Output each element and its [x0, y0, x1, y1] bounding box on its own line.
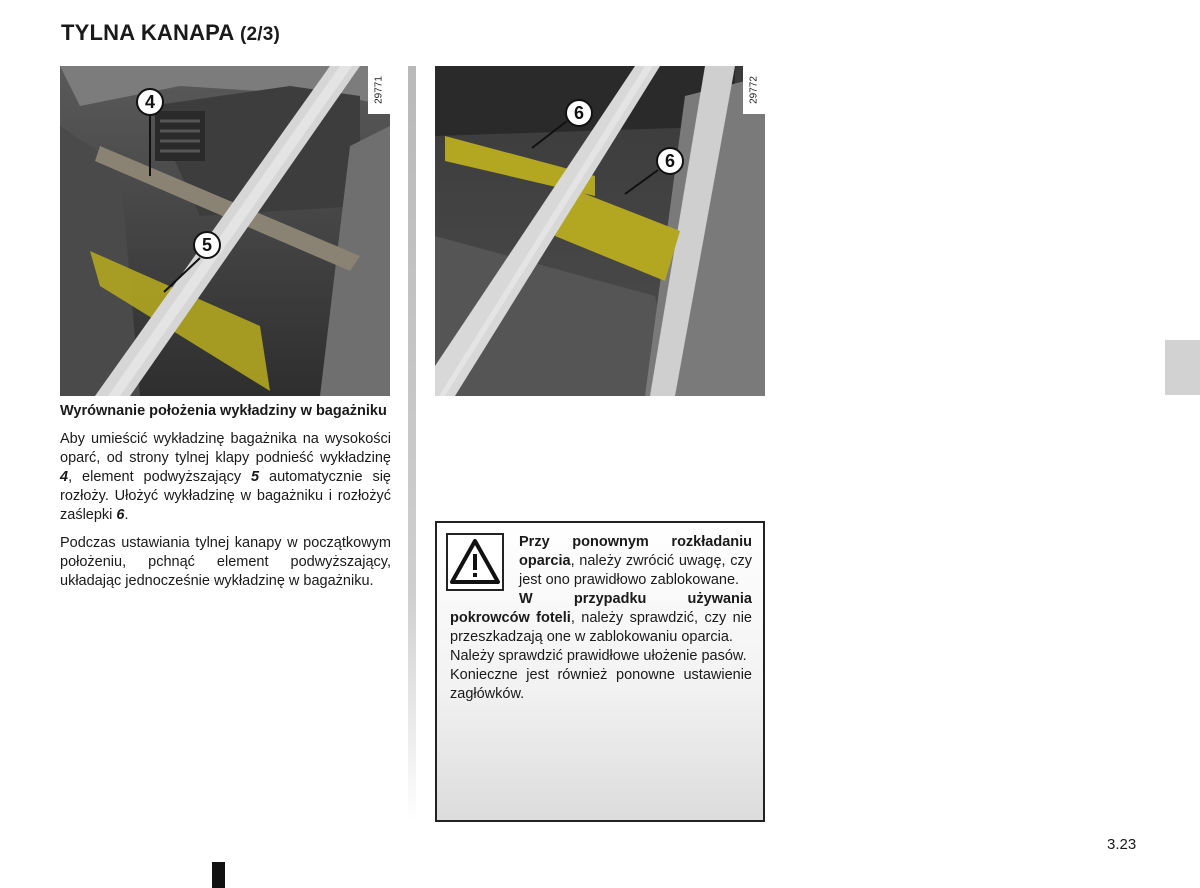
bottom-mark — [212, 862, 225, 888]
ref-5: 5 — [251, 469, 260, 485]
column-divider — [408, 66, 416, 822]
callout-5: 5 — [193, 231, 221, 259]
callout-leaders — [60, 66, 390, 396]
callout-leaders — [435, 66, 765, 396]
warning-paragraph-3: Należy sprawdzić prawidłowe ułożenie pasów. — [450, 648, 747, 664]
warning-text — [450, 533, 752, 704]
callout-6-upper: 6 — [565, 99, 593, 127]
warning-box — [435, 521, 765, 822]
warning-paragraph-2: W przypadku używania pokrowców foteli, należy sprawdzić, czy nie przeszkadzają one w zablokowaniu oparcia. — [450, 591, 752, 645]
callout-6-lower: 6 — [656, 147, 684, 175]
photo-trunk-plugs — [435, 66, 765, 396]
ref-4: 4 — [60, 469, 69, 485]
page-title — [61, 20, 280, 46]
figure-code: 29771 — [368, 66, 390, 114]
chapter-tab — [1165, 340, 1200, 395]
warning-paragraph-1: Przy ponownym rozkładaniu oparcia, należy zwrócić uwagę, czy jest ono prawidłowo zablokowane. — [519, 534, 752, 588]
figure-code: 29772 — [743, 66, 765, 114]
page-number: 3.23 — [1107, 836, 1137, 853]
title-part: (2/3) — [240, 24, 281, 45]
instruction-paragraph-1: Aby umieścić wykładzinę bagażnika na wysokości oparć, od strony tylnej klapy podnieść wykładzinę 4, element podwyższający 5 automatycznie się rozłoży. Ułożyć wykładzinę w bagażniku i rozłożyć zaślepki 6. — [60, 431, 391, 523]
title-main: TYLNA KANAPA — [61, 20, 234, 45]
photo-trunk-floor — [60, 66, 390, 396]
warning-paragraph-4: Konieczne jest również ponowne ustawienie zagłówków. — [450, 667, 752, 702]
instruction-paragraph-2: Podczas ustawiania tylnej kanapy w początkowym położeniu, pchnąć element podwyższający, układając jednocześnie wykładzinę w bagażniku. — [60, 535, 391, 589]
section-caption: Wyrównanie położenia wykładziny w bagażniku — [60, 403, 387, 419]
callout-4: 4 — [136, 88, 164, 116]
ref-6: 6 — [116, 507, 125, 523]
instructions-column — [60, 402, 391, 600]
